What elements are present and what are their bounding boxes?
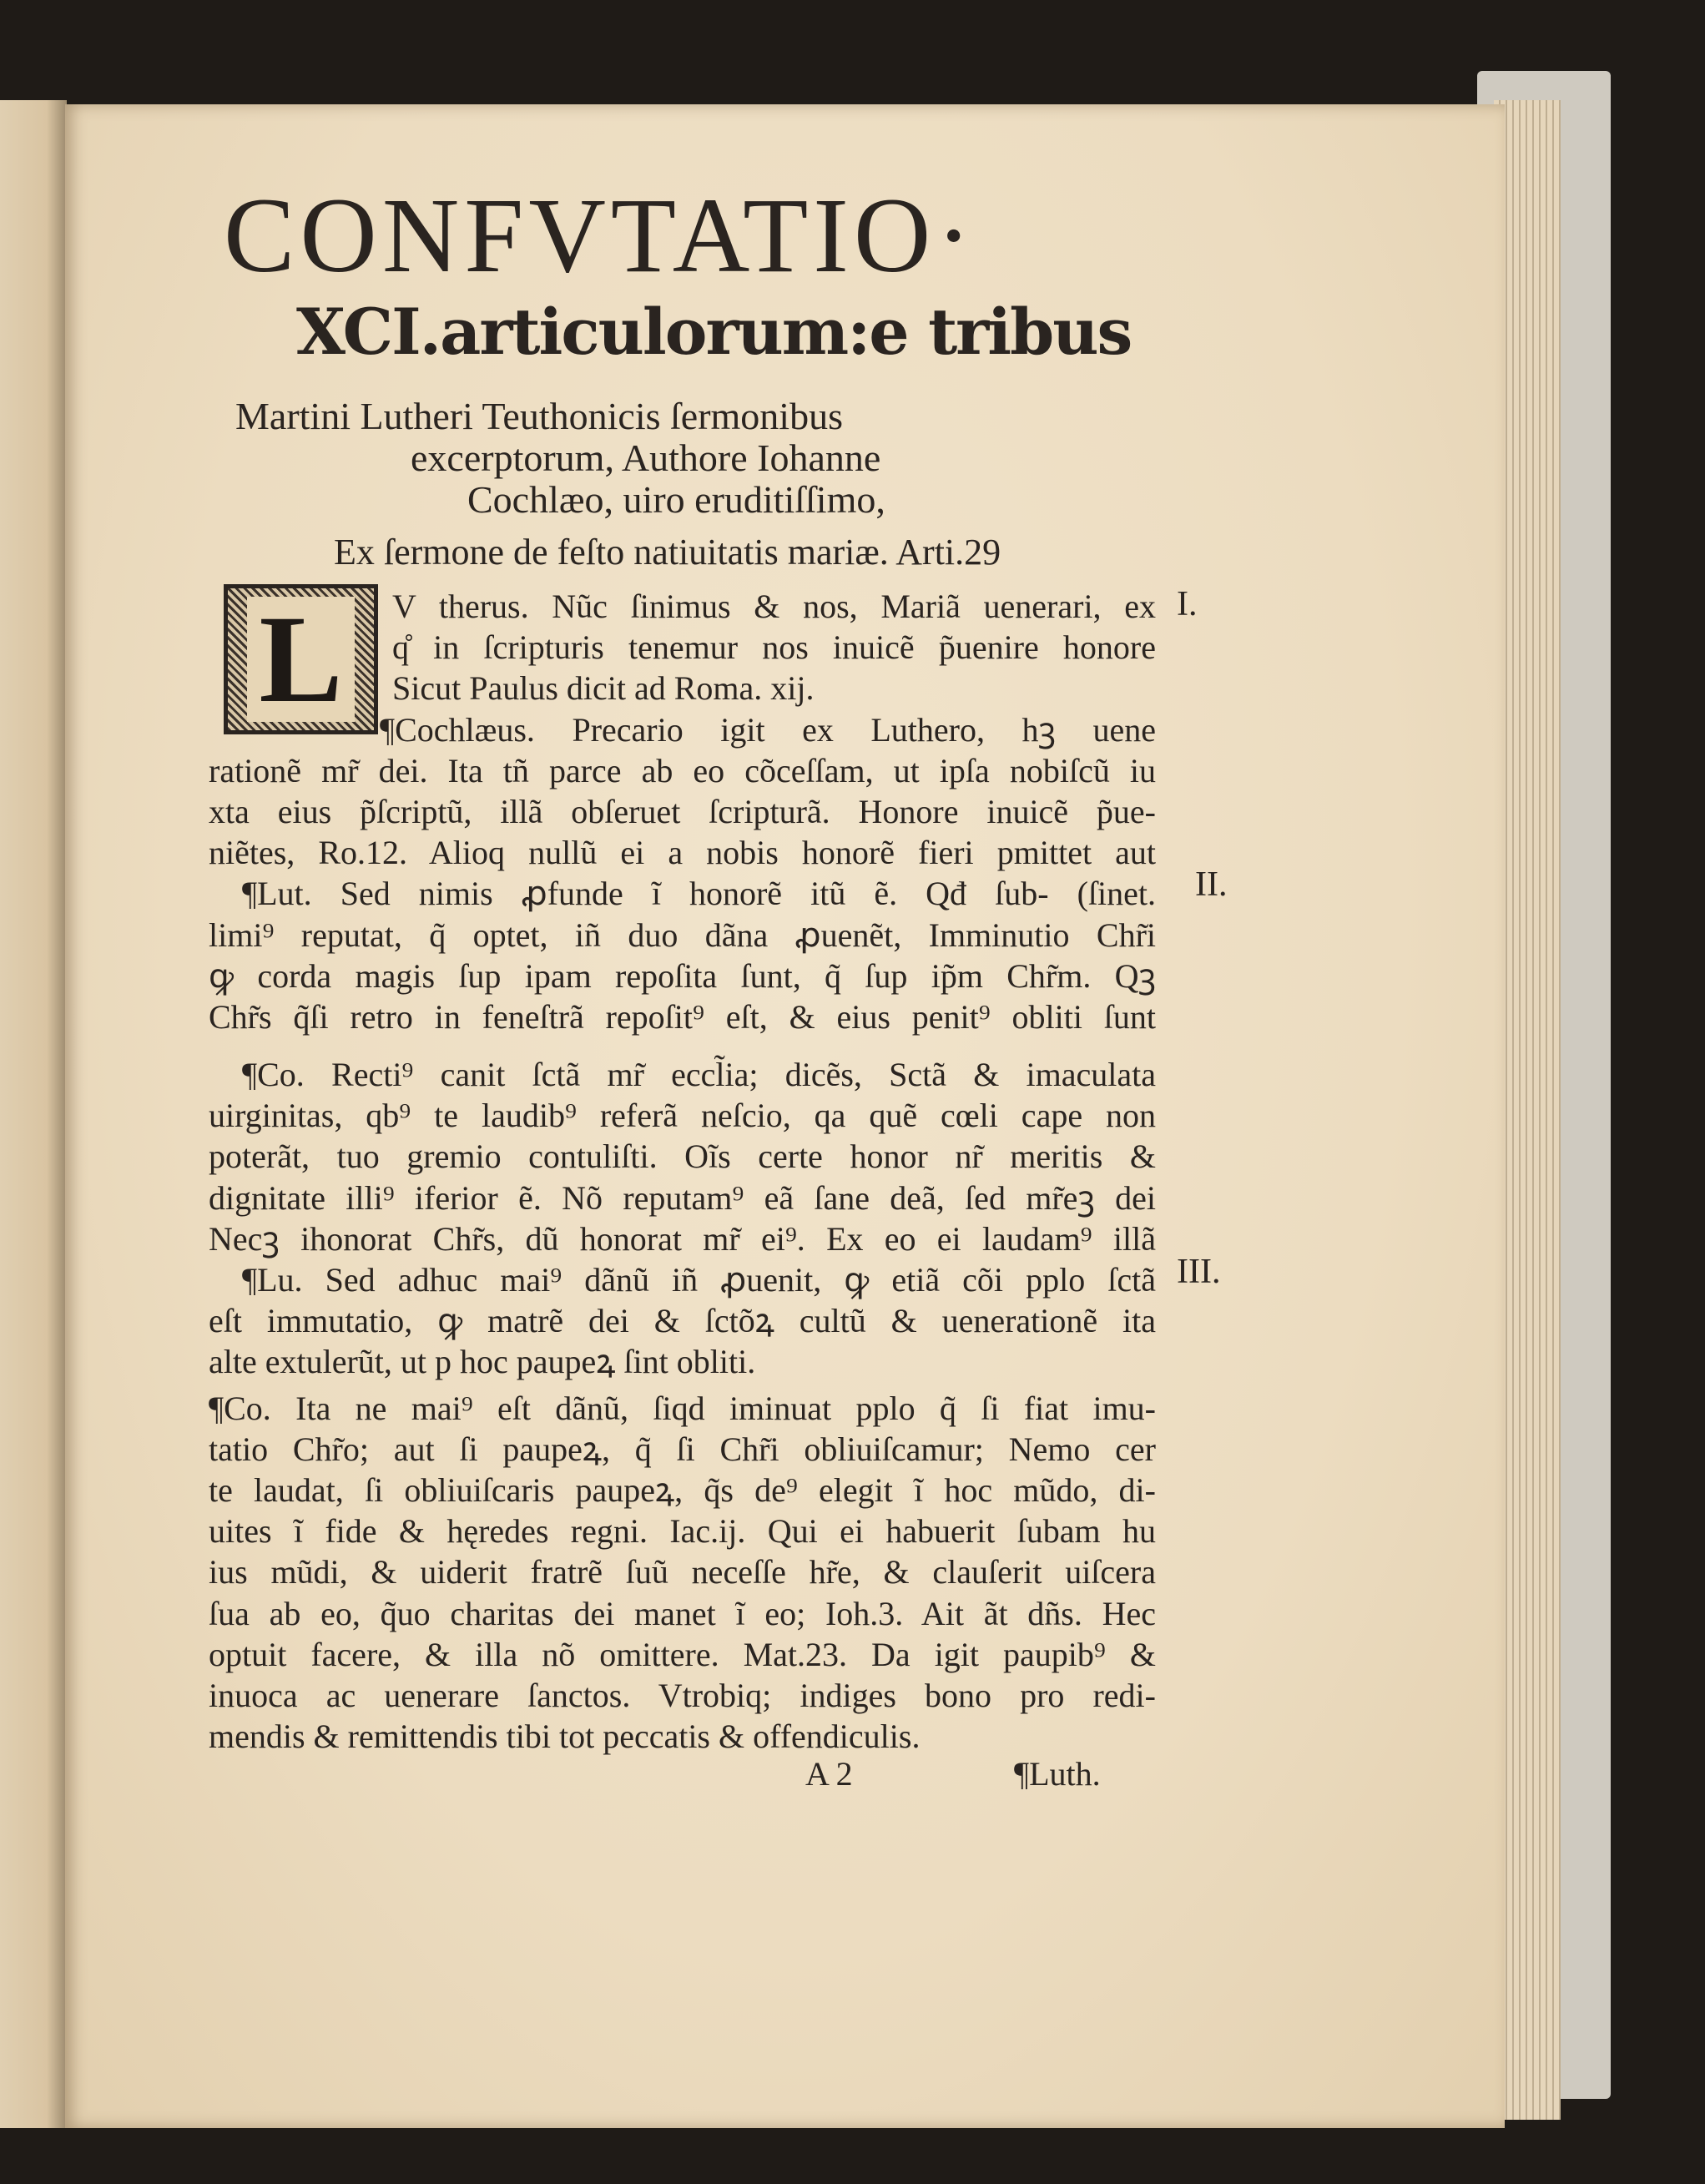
text-line: ꝙ corda magis ſup ipam repoſita ſunt, q̃ ſup ip̃m Chr̃m. Qꝫ [209, 956, 1156, 995]
text-line: ¶Lut. Sed nimis ꝓfunde ĩ honorẽ itũ ẽ. Qđ ſub- (ſinet. [242, 875, 1156, 913]
text-line: inuoca ac uenerare ſanctos. Vtrobiq; indiges bono pro redi- [209, 1676, 1156, 1714]
text-line: Necꝫ ihonorat Chr̃s, dũ honorat mr̃ ei⁹. Ex eo ei laudam⁹ illã [209, 1219, 1156, 1258]
margin-note: II. [1195, 865, 1228, 904]
text-line: rationẽ mr̃ dei. Ita tñ parce ab eo cõceſſam, ut ipſa nobiſcũ iu [209, 751, 1156, 789]
heading-line: Cochlæo, uiro eruditiſſimo, [467, 478, 885, 521]
text-line: poterãt, tuo gremio contuliſti. Oĩs certe honor nr̃ meritis & [209, 1137, 1156, 1176]
text-line: q̊ in ſcripturis tenemur nos inuicẽ p̃uenire honore [392, 628, 1156, 667]
text-line: mendis & remittendis tibi tot peccatis & offendiculis. [209, 1717, 921, 1756]
margin-note: III. [1177, 1253, 1221, 1291]
page-subtitle: XCI.articulorum:e tribus [296, 295, 1132, 369]
text-line: eſt immutatio, ꝙ matrẽ dei & ſctõꝝ cultũ & uenerationẽ ita [209, 1302, 1156, 1340]
text-line: ¶Cochlæus. Precario igit ex Luthero, hꝫ uene [380, 710, 1156, 749]
body-text [209, 586, 1156, 1757]
text-line: ſua ab eo, q̃uo charitas dei manet ĩ eo; Ioh.3. Ait ãt dñs. Hec [209, 1594, 1156, 1632]
text-line: te laudat, ſi obliuiſcaris paupeꝝ, q̃s de⁹ elegit ĩ hoc mũdo, di- [209, 1470, 1156, 1509]
text-line: Sicut Paulus dicit ad Roma. xij. [392, 669, 815, 708]
text-line: xta eius p̃ſcriptũ, illã obſeruet ſcripturã. Honore inuicẽ p̃ue- [209, 792, 1156, 830]
text-line: tatio Chr̃o; aut ſi paupeꝝ, q̃ ſi Chr̃i obliuiſcamur; Nemo cer [209, 1430, 1156, 1468]
text-line: dignitate illi⁹ iferior ẽ. Nõ reputam⁹ eã ſane deã, ſed mr̃eꝫ dei [209, 1178, 1156, 1217]
text-line: uites ĩ fide & hęredes regni. Iac.ij. Qui ei habuerit ſubam hu [209, 1512, 1156, 1551]
signature-mark: A 2 [805, 1755, 853, 1793]
text-line: Chr̃s q̃ſi retro in feneſtrã repoſit⁹ eſt, & eius penit⁹ obliti ſunt [209, 997, 1156, 1036]
text-line: ius mũdi, & uiderit fratrẽ ſuũ neceſſe hr̃e, & clauſerit uiſcera [209, 1553, 1156, 1591]
heading-line: excerptorum, Authore Iohanne [411, 436, 881, 479]
text-line: niẽtes, Ro.12. Alioq nullũ ei a nobis honorẽ fieri pmittet aut [209, 834, 1156, 872]
text-line: ¶Co. Ita ne mai⁹ eſt dãnũ, ſiqd iminuat pplo q̃ ſi fiat imu- [209, 1389, 1156, 1427]
heading-line: Martini Lutheri Teuthonicis ſermonibus [235, 395, 843, 437]
page-title: CONFVTATIO· [224, 176, 976, 295]
text-line: optuit facere, & illa nõ omittere. Mat.23. Da igit paupib⁹ & [209, 1635, 1156, 1673]
text-line: V therus. Nũc ſinimus & nos, Mariã uenerari, ex [392, 588, 1156, 625]
catchword: ¶Luth. [1014, 1755, 1101, 1793]
text-line: uirginitas, qb⁹ te laudib⁹ referã neſcio, qa quẽ cœli cape non [209, 1097, 1156, 1135]
margin-note: I. [1177, 585, 1198, 623]
text-line: ¶Lu. Sed adhuc mai⁹ dãnũ iñ ꝓuenit, ꝙ etiã cõi pplo ſctã [242, 1261, 1156, 1299]
text-line: limi⁹ reputat, q̃ optet, iñ duo dãna ꝓuenẽt, Imminutio Chr̃i [209, 915, 1156, 954]
left-page-edge [0, 100, 67, 2128]
heading-line: Ex ſermone de feſto natiuitatis mariæ. Arti.29 [334, 532, 1001, 572]
text-line: alte extulerũt, ut p hoc paupeꝝ ſint obliti. [209, 1343, 756, 1381]
drop-cap-letter: L [247, 597, 354, 722]
text-line: ¶Co. Recti⁹ canit ſctã mr̃ eccl̃ia; dicẽs, Sctã & imaculata [242, 1056, 1156, 1094]
